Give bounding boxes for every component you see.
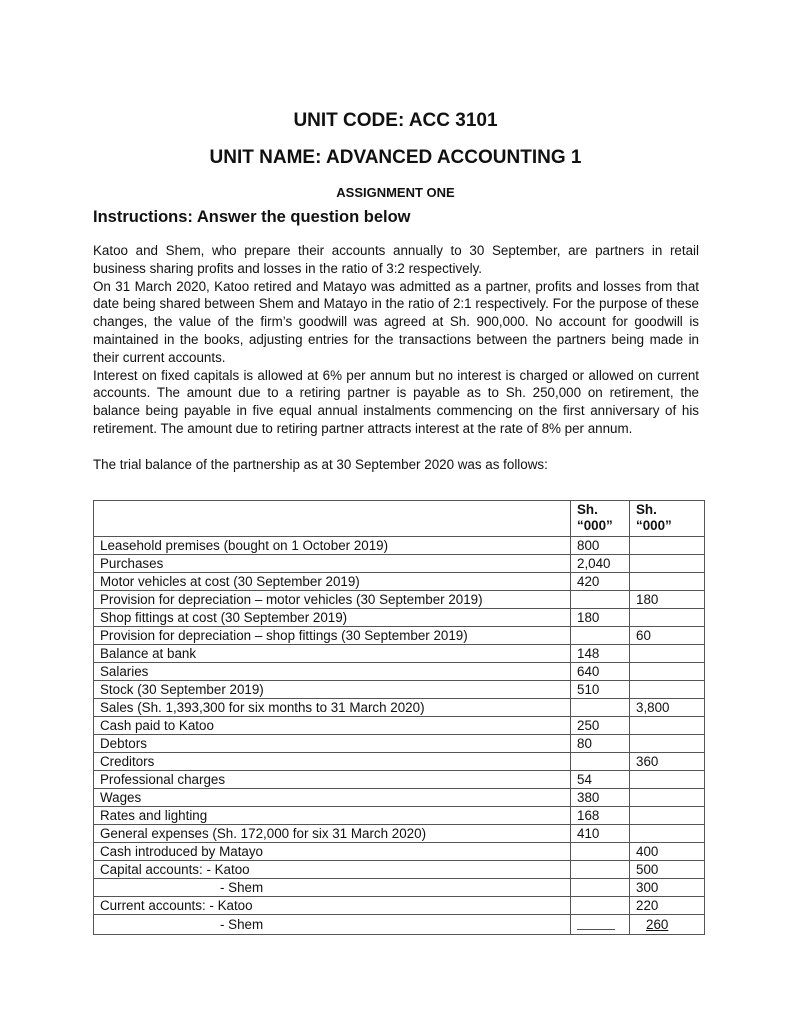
paragraph: Interest on fixed capitals is allowed at 6% per annum but no interest is charged or allowed on current accounts. The amount due to a retiring partner is payable as to Sh. 250,000 on retirement, the balance being payable in five equal annual instalments commencing on the first anniversary of his retirement. The amount due to retiring partner attracts interest at the rate of 8% per annum. (93, 367, 699, 436)
table-row (94, 735, 705, 753)
credit-amount: 180 (630, 591, 705, 609)
table-row (94, 879, 705, 897)
table-row (94, 789, 705, 807)
debit-amount: 148 (571, 645, 630, 663)
credit-amount (630, 609, 705, 627)
account-name: General expenses (Sh. 172,000 for six 31 March 2020) (94, 825, 571, 843)
credit-amount (630, 717, 705, 735)
table-row (94, 861, 705, 879)
assignment-title: ASSIGNMENT ONE (336, 185, 455, 200)
account-name: Balance at bank (94, 645, 571, 663)
table-row (94, 681, 705, 699)
account-name: Salaries (94, 663, 571, 681)
debit-amount (571, 915, 630, 935)
credit-amount (630, 825, 705, 843)
table-row (94, 753, 705, 771)
debit-amount (571, 627, 630, 645)
debit-amount: 410 (571, 825, 630, 843)
credit-amount (630, 681, 705, 699)
account-name: Cash paid to Katoo (94, 717, 571, 735)
trial-balance-table (93, 500, 705, 935)
account-name: Current accounts: - Katoo (94, 897, 571, 915)
account-name: - Shem (94, 879, 571, 897)
underline-blank (577, 915, 615, 930)
debit-amount: 380 (571, 789, 630, 807)
debit-amount: 420 (571, 573, 630, 591)
credit-amount: 3,800 (630, 699, 705, 717)
credit-amount (630, 537, 705, 555)
debit-amount (571, 753, 630, 771)
debit-amount: 2,040 (571, 555, 630, 573)
header-cell-credit: Sh. “000” (630, 501, 705, 537)
account-name: Provision for depreciation – motor vehicles (30 September 2019) (94, 591, 571, 609)
account-name: Leasehold premises (bought on 1 October 2019) (94, 537, 571, 555)
paragraph: Katoo and Shem, who prepare their accounts annually to 30 September, are partners in retail business sharing profits and losses in the ratio of 3:2 respectively. (93, 243, 699, 276)
instructions: Instructions: Answer the question below (93, 208, 411, 226)
credit-amount: 260 (630, 915, 705, 935)
account-name: Creditors (94, 753, 571, 771)
debit-amount: 168 (571, 807, 630, 825)
credit-amount: 360 (630, 753, 705, 771)
account-name: Cash introduced by Matayo (94, 843, 571, 861)
debit-amount: 54 (571, 771, 630, 789)
credit-amount: 500 (630, 861, 705, 879)
table-row (94, 627, 705, 645)
debit-amount: 510 (571, 681, 630, 699)
paragraph: The trial balance of the partnership as at 30 September 2020 was as follows: (93, 456, 548, 472)
debit-amount: 80 (571, 735, 630, 753)
table-row (94, 717, 705, 735)
account-name: Wages (94, 789, 571, 807)
table-row (94, 843, 705, 861)
debit-amount (571, 843, 630, 861)
account-name: Stock (30 September 2019) (94, 681, 571, 699)
account-name: Motor vehicles at cost (30 September 2019) (94, 573, 571, 591)
table-row (94, 915, 705, 935)
unit-name: UNIT NAME: ADVANCED ACCOUNTING 1 (209, 147, 582, 168)
credit-amount: 220 (630, 897, 705, 915)
debit-amount (571, 879, 630, 897)
account-name: Sales (Sh. 1,393,300 for six months to 31 March 2020) (94, 699, 571, 717)
credit-amount (630, 735, 705, 753)
debit-amount (571, 897, 630, 915)
account-name: Provision for depreciation – shop fittings (30 September 2019) (94, 627, 571, 645)
debit-amount: 640 (571, 663, 630, 681)
credit-amount (630, 663, 705, 681)
debit-amount (571, 699, 630, 717)
debit-amount: 180 (571, 609, 630, 627)
table-row (94, 663, 705, 681)
table-header-row (94, 501, 705, 537)
account-name: - Shem (94, 915, 571, 935)
question-text (93, 242, 699, 473)
table-row (94, 609, 705, 627)
credit-amount (630, 771, 705, 789)
credit-amount: 400 (630, 843, 705, 861)
debit-amount: 250 (571, 717, 630, 735)
table-row (94, 807, 705, 825)
table-row (94, 555, 705, 573)
debit-amount: 800 (571, 537, 630, 555)
account-name: Professional charges (94, 771, 571, 789)
credit-amount (630, 573, 705, 591)
credit-amount (630, 555, 705, 573)
account-name: Capital accounts: - Katoo (94, 861, 571, 879)
paragraph: On 31 March 2020, Katoo retired and Matayo was admitted as a partner, profits and losses from that date being shared between Shem and Matayo in the ratio of 2:1 respectively. For the purpose of these changes, the value of the firm’s goodwill was agreed at Sh. 900,000. No account for goodwill is maintained in the books, adjusting entries for the transactions between the partners being made in their current accounts. (93, 278, 699, 365)
table-row (94, 825, 705, 843)
table-row (94, 771, 705, 789)
header-cell (94, 501, 571, 537)
account-name: Purchases (94, 555, 571, 573)
account-name: Shop fittings at cost (30 September 2019) (94, 609, 571, 627)
credit-amount (630, 807, 705, 825)
debit-amount (571, 591, 630, 609)
credit-amount: 300 (630, 879, 705, 897)
table-row (94, 645, 705, 663)
table-row (94, 573, 705, 591)
account-name: Debtors (94, 735, 571, 753)
unit-code: UNIT CODE: ACC 3101 (293, 110, 498, 131)
credit-amount: 60 (630, 627, 705, 645)
credit-amount (630, 645, 705, 663)
debit-amount (571, 861, 630, 879)
table-row (94, 897, 705, 915)
table-row (94, 591, 705, 609)
table-row (94, 537, 705, 555)
account-name: Rates and lighting (94, 807, 571, 825)
credit-amount (630, 789, 705, 807)
table-row (94, 699, 705, 717)
header-cell-debit: Sh. “000” (571, 501, 630, 537)
